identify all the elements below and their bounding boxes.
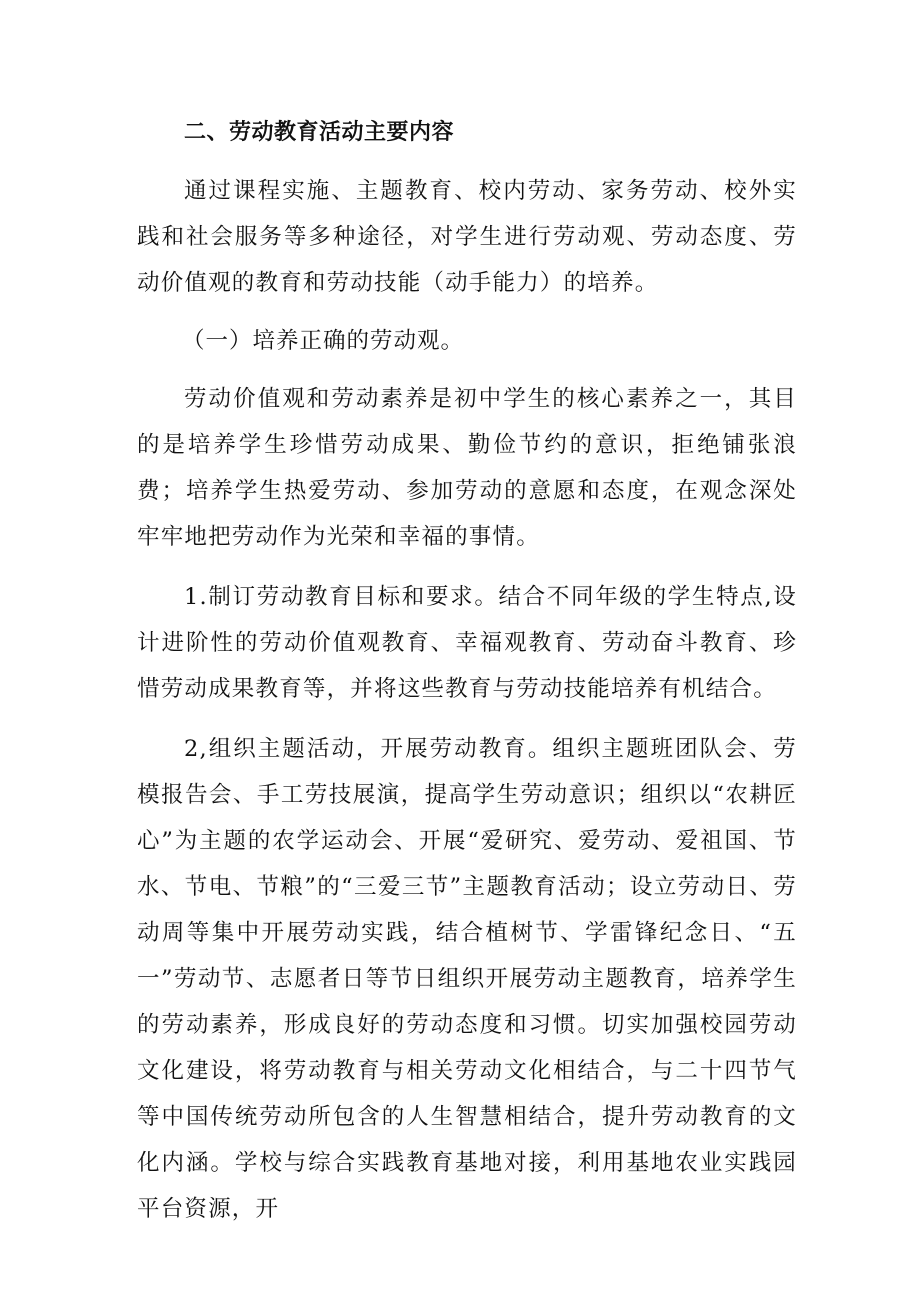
section-heading: 二、劳动教育活动主要内容: [184, 120, 455, 145]
item-2-paragraph: 2,组织主题活动，开展劳动教育。组织主题班团队会、劳模报告会、手工劳技展演，提高学生劳动意识；组织以“农耕匠心”为主题的农学运动会、开展“爱研究、爱劳动、爱祖国、节水、节电、节粮”的“三爱三节”主题教育活动；设立劳动日、劳动周等集中开展劳动实践，结合植树节、学雷锋纪念日、“五一”劳动节、志愿者日等节日组织开展劳动主题教育，培养学生的劳动素养，形成良好的劳动态度和习惯。切实加强校园劳动文化建设，将劳动教育与相关劳动文化相结合，与二十四节气等中国传统劳动所包含的人生智慧相结合，提升劳动教育的文化内涵。学校与综合实践教育基地对接，利用基地农业实践园平台资源，开: [137, 736, 797, 1222]
document-page: [137, 110, 797, 1232]
subheading-labor-view: （一）培养正确的劳动观。: [182, 328, 465, 354]
item-1-paragraph: 1.制订劳动教育目标和要求。结合不同年级的学生特点,设计进阶性的劳动价值观教育、幸福观教育、劳动奋斗教育、珍惜劳动成果教育等，并将这些教育与劳动技能培养有机结合。: [137, 584, 797, 702]
intro-paragraph: 通过课程实施、主题教育、校内劳动、家务劳动、校外实践和社会服务等多种途径，对学生进行劳动观、劳动态度、劳动价值观的教育和劳动技能（动手能力）的培养。: [137, 178, 797, 296]
labor-values-paragraph: 劳动价值观和劳动素养是初中学生的核心素养之一，其目的是培养学生珍惜劳动成果、勤俭节约的意识，拒绝铺张浪费；培养学生热爱劳动、参加劳动的意愿和态度，在观念深处牢牢地把劳动作为光荣和幸福的事情。: [137, 386, 797, 550]
